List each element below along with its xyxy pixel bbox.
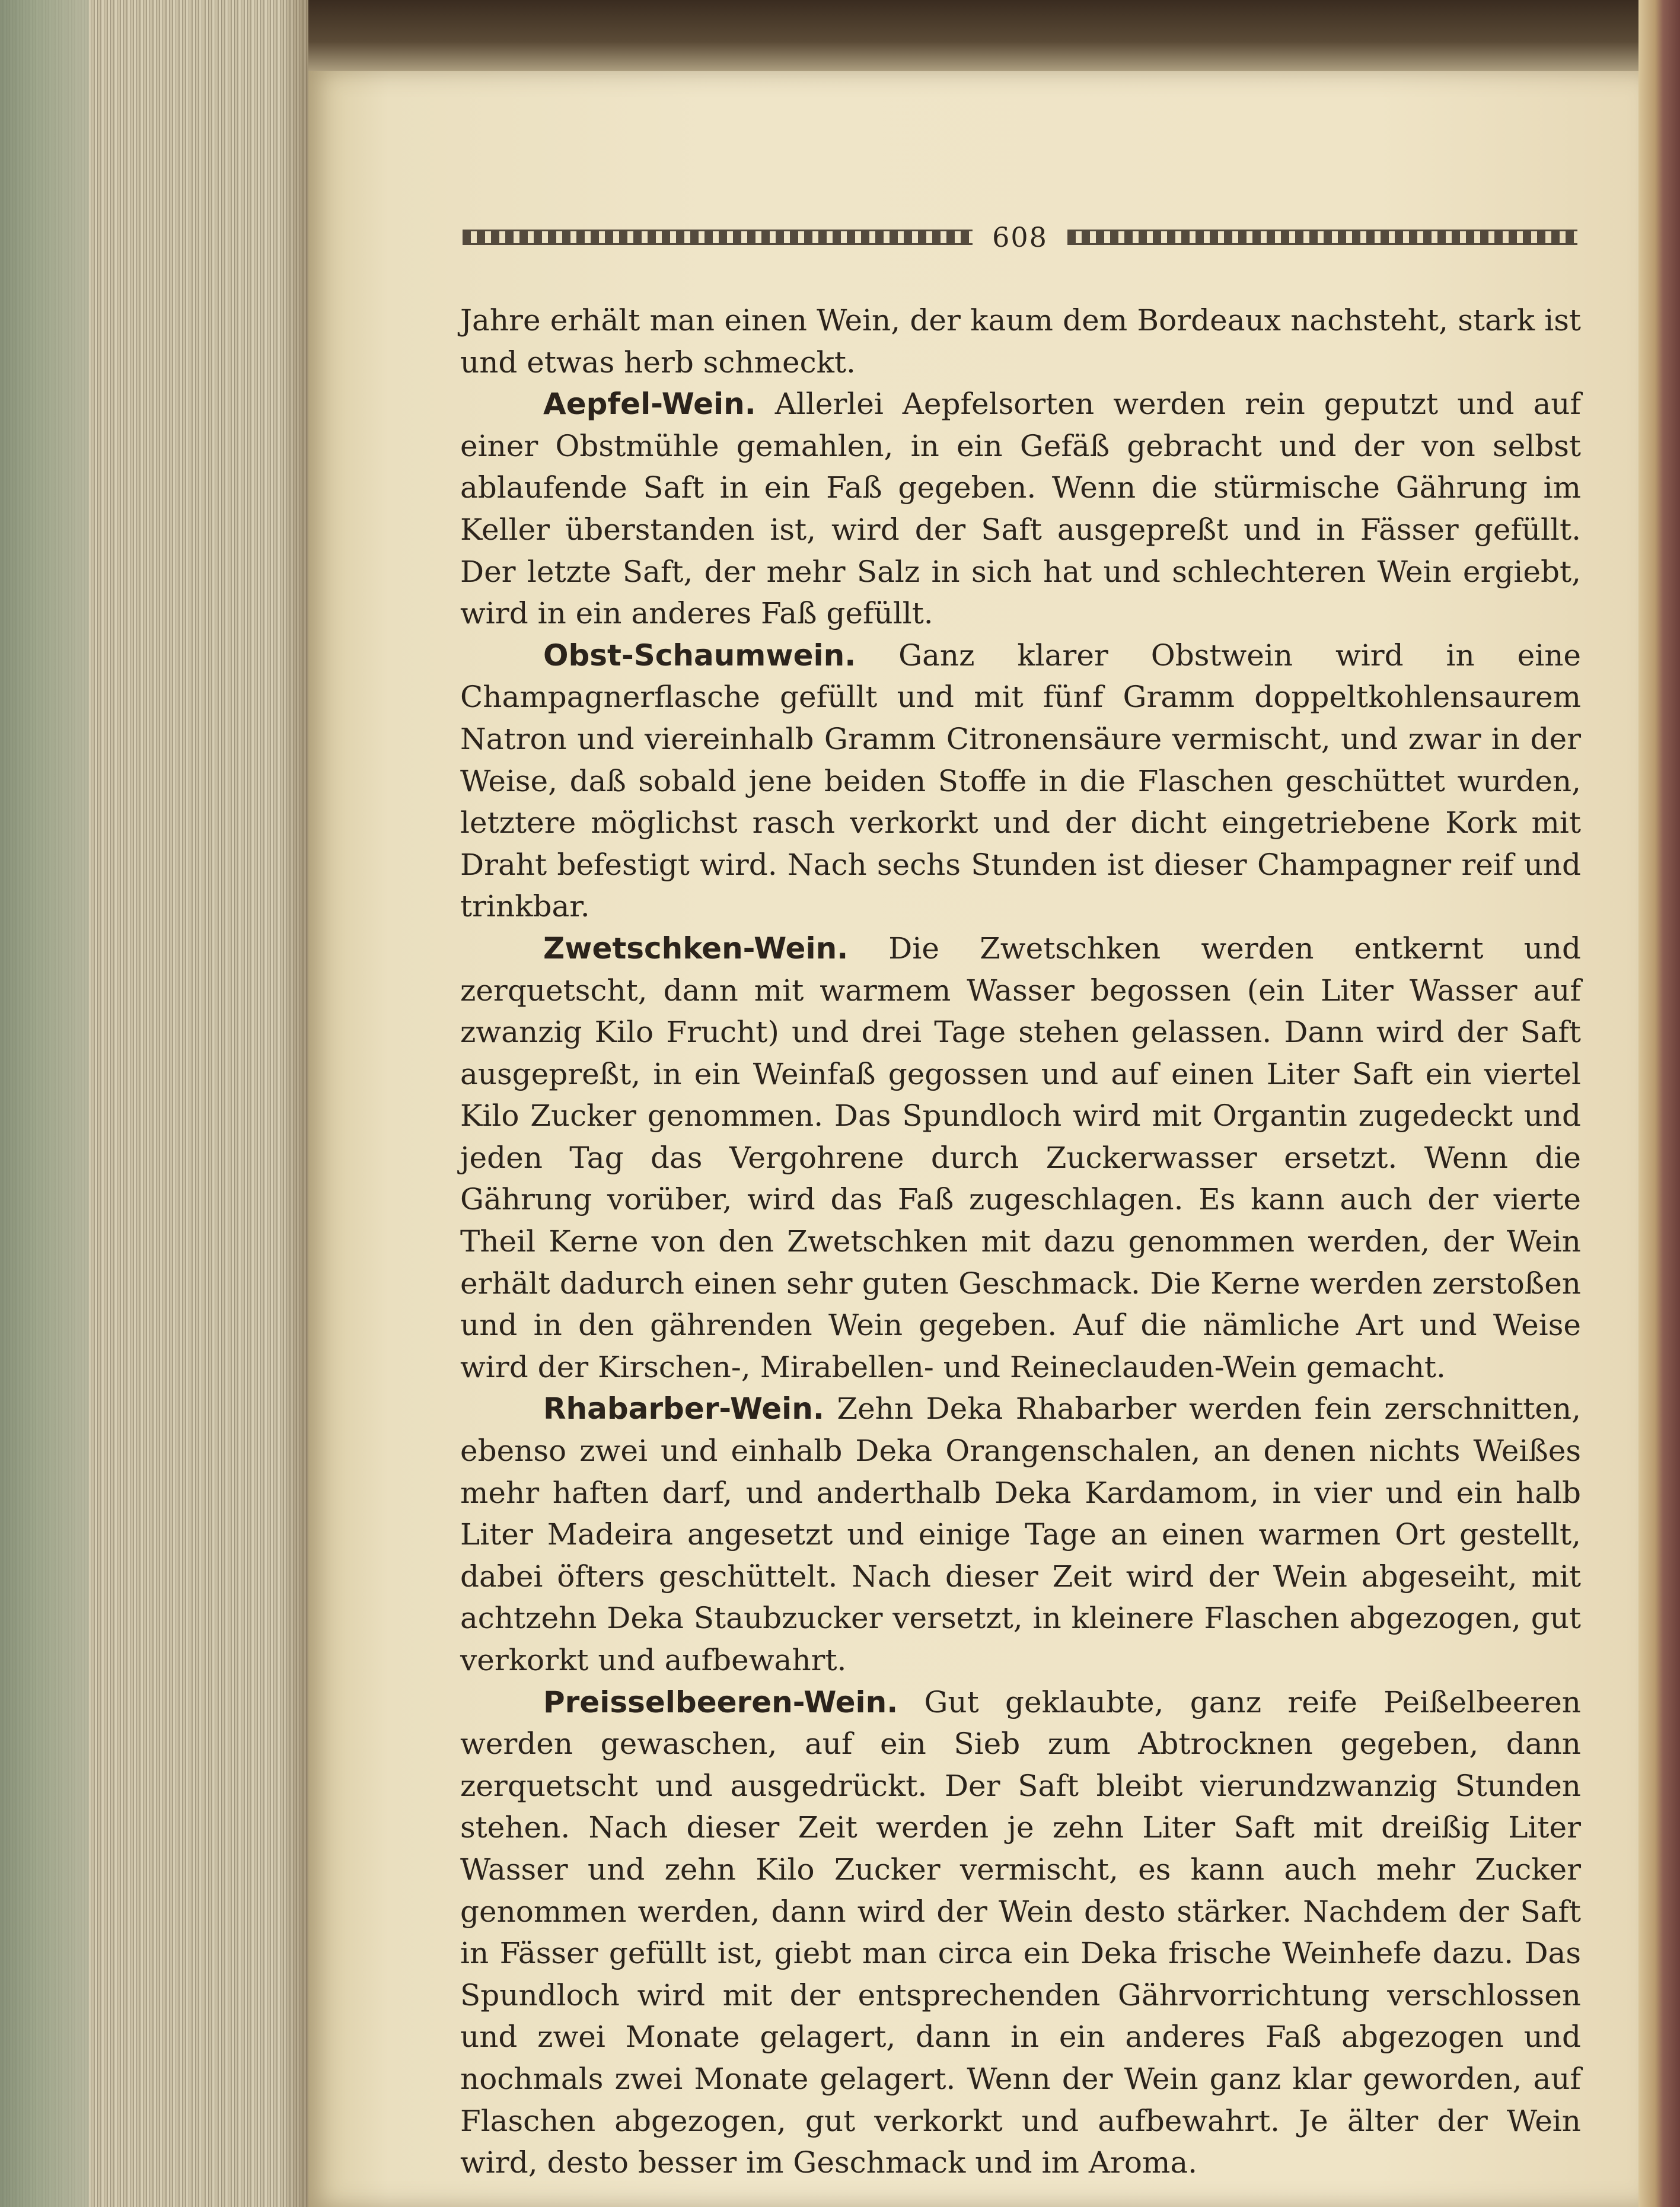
book-right-edge — [1638, 0, 1680, 2207]
entry-obst-schaumwein — [460, 635, 1581, 928]
entry-body: Gut geklaubte, ganz reife Peißelbeeren werden gewaschen, auf ein Sieb zum Abtrocknen gegeben, dann zerquetscht und ausgedrückt. Der Saft bleibt vierundzwanzig Stunden stehen. Nach dieser Zeit werden je zehn Liter Saft mit dreißig Liter Wasser und zehn Kilo Zucker vermischt, es kann auch mehr Zucker genommen werden, dann wird der Wein desto stärker. Nachdem der Saft in Fässer gefüllt ist, giebt man circa ein Deka frische Weinhefe dazu. Das Spundloch wird mit der entsprechenden Gährvorrichtung verschlossen und zwei Monate gelagert, dann in ein anderes Faß abgezogen und nochmals zwei Monate gelagert. Wenn der Wein ganz klar geworden, auf Flaschen abgezogen, gut verkorkt und aufbewahrt. Je älter der Wein wird, desto besser im Geschmack und im Aroma. — [460, 1684, 1581, 2180]
entry-body: Zehn Deka Rhabarber werden fein zerschnitten, ebenso zwei und einhalb Deka Orangenschalen, an denen nichts Weißes mehr haften darf, und anderthalb Deka Kardamom, in vier und ein halb Liter Madeira angesetzt und einige Tage an einen warmen Ort gestellt, dabei öfters geschüttelt. Nach dieser Zeit wird der Wein abgeseiht, mit achtzehn Deka Staubzucker versetzt, in kleinere Flaschen abgezogen, gut verkorkt und aufbewahrt. — [460, 1391, 1581, 1677]
entry-title: Rhabarber-Wein. — [543, 1391, 824, 1426]
entry-title: Aepfel-Wein. — [543, 387, 756, 422]
entry-zwetschken-wein — [460, 928, 1581, 1388]
book-top-edge — [308, 0, 1680, 83]
entry-title: Zwetschken-Wein. — [543, 931, 849, 966]
entry-body: Allerlei Aepfelsorten werden rein geputzt und auf einer Obstmühle gemahlen, in ein Gefäß gebracht und der von selbst ablaufende Saft in ein Faß gegeben. Wenn die stürmische Gährung im Keller überstanden ist, wird der Saft ausgepreßt und in Fässer gefüllt. Der letzte Saft, der mehr Salz in sich hat und schlechteren Wein ergiebt, wird in ein anderes Faß gefüllt. — [460, 387, 1581, 631]
entry-body: Die Zwetschken werden entkernt und zerquetscht, dann mit warmem Wasser begossen (ein Liter Wasser auf zwanzig Kilo Frucht) und drei Tage stehen gelassen. Dann wird der Saft ausgepreßt, in ein Weinfaß gegossen und auf einen Liter Saft ein viertel Kilo Zucker genommen. Das Spundloch wird mit Organtin zugedeckt und jeden Tag das Vergohrene durch Zuckerwasser ersetzt. Wenn die Gährung vorüber, wird das Faß zugeschlagen. Es kann auch der vierte Theil Kerne von den Zwetschken mit dazu genommen werden, der Wein erhält dadurch einen sehr guten Geschmack. Die Kerne werden zerstoßen und in den gährenden Wein gegeben. Auf die nämliche Art und Weise wird der Kirschen-, Mirabellen- und Reineclauden-Wein gemacht. — [460, 931, 1581, 1384]
header-ornament-right — [1067, 230, 1577, 245]
page-body — [460, 300, 1581, 2184]
continuation-paragraph: Jahre erhält man einen Wein, der kaum dem Bordeaux nachsteht, stark ist und etwas herb schmeckt. — [460, 303, 1581, 380]
page-header — [463, 214, 1577, 261]
entry-rhabarber-wein — [460, 1388, 1581, 1681]
entry-body: Ganz klarer Obstwein wird in eine Champagnerflasche gefüllt und mit fünf Gramm doppeltkohlensaurem Natron und viereinhalb Gramm Citronensäure vermischt, und zwar in der Weise, daß sobald jene beiden Stoffe in die Flaschen geschüttet wurden, letztere möglichst rasch verkorkt und der dicht eingetriebene Kork mit Draht befestigt wird. Nach sechs Stunden ist dieser Champagner reif und trinkbar. — [460, 638, 1581, 924]
header-ornament-left — [463, 230, 973, 245]
page-number: 608 — [992, 221, 1048, 253]
entry-aepfel-wein — [460, 383, 1581, 635]
book-page-stack — [0, 0, 314, 2207]
entry-preisselbeeren-wein — [460, 1681, 1581, 2184]
entry-title: Preisselbeeren-Wein. — [543, 1684, 898, 1719]
entry-title: Obst-Schaumwein. — [543, 638, 856, 673]
